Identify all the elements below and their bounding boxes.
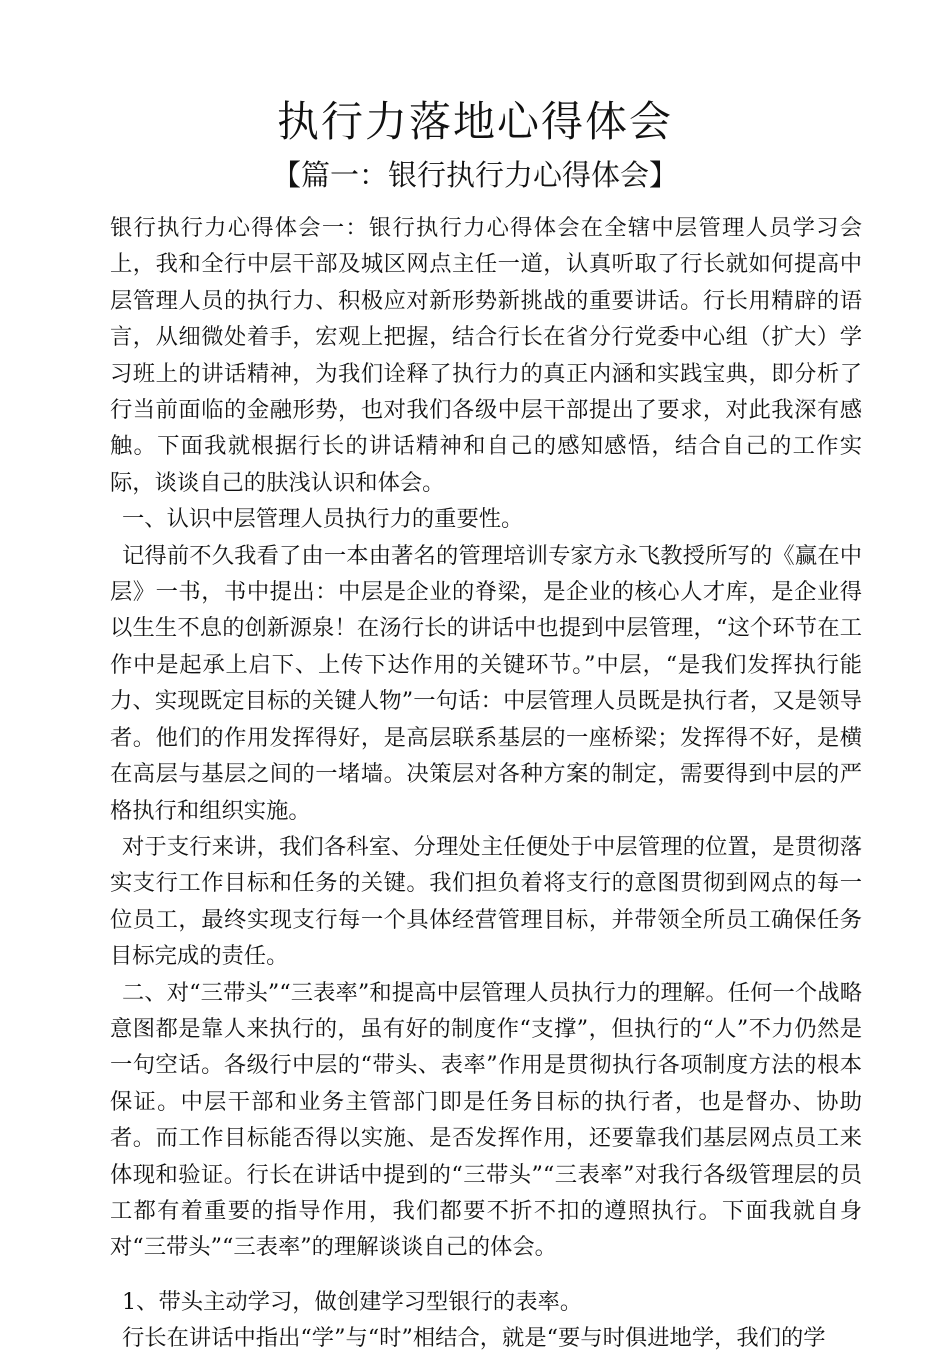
paragraph-middle-management: 记得前不久我看了由一本由著名的管理培训专家方永飞教授所写的《赢在中层》一书，书中提出：中层是企业的脊梁，是企业的核心人才库，是企业得以生生不息的创新源泉！在汤行长的讲话中也提到中层管理，“这个环节在工作中是起承上启下、上传下达作用的关键环节。”中层，“是我们发挥执行能力、实现既定目标的关键人物”一句话：中层管理人员既是执行者，又是领导者。他们的作用发挥得好，是高层联系基层的一座桥梁；发挥得不好，是横在高层与基层之间的一堵墙。决策层对各种方案的制定，需要得到中层的严格执行和组织实施。 xyxy=(110,542,862,824)
paragraph-intro: 银行执行力心得体会一：银行执行力心得体会在全辖中层管理人员学习会上，我和全行中层干部及城区网点主任一道，认真听取了行长就如何提高中层管理人员的执行力、积极应对新形势新挑战的重要讲话。行长用精辟的语言，从细微处着手，宏观上把握，结合行长在省分行党委中心组（扩大）学习班上的讲话精神，为我们诠释了执行力的真正内涵和实践宝典，即分析了行当前面临的金融形势，也对我们各级中层干部提出了要求，对此我深有感触。下面我就根据行长的讲话精神和自己的感知感悟，结合自己的工作实际，谈谈自己的肤浅认识和体会。 xyxy=(110,215,862,496)
heading-point-one: 一、认识中层管理人员执行力的重要性。 xyxy=(122,506,524,533)
section-subtitle: 【篇一：银行执行力心得体会】 xyxy=(271,158,678,192)
document-title: 执行力落地心得体会 xyxy=(276,97,673,146)
paragraph-branch-role: 对于支行来讲，我们各科室、分理处主任便处于中层管理的位置，是贯彻落实支行工作目标和任务的关键。我们担负着将支行的意图贯彻到网点的每一位员工，最终实现支行每一个具体经营管理目标，并带领全所员工确保任务目标完成的责任。 xyxy=(110,833,862,970)
heading-subpoint-one: 1、带头主动学习，做创建学习型银行的表率。 xyxy=(122,1288,583,1315)
document-body xyxy=(110,210,862,1357)
paragraph-learning: 行长在讲话中指出“学”与“时”相结合，就是“要与时俱进地学，我们的学 xyxy=(122,1325,826,1352)
paragraph-point-two: 二、对“三带头”“三表率”和提高中层管理人员执行力的理解。任何一个战略意图都是靠人来执行的，虽有好的制度作“支撑”，但执行的“人”不力仍然是一句空话。各级行中层的“带头、表率”作用是贯彻执行各项制度方法的根本保证。中层干部和业务主管部门即是任务目标的执行者，也是督办、协助者。而工作目标能否得以实施、是否发挥作用，还要靠我们基层网点员工来体现和验证。行长在讲话中提到的“三带头”“三表率”对我行各级管理层的员工都有着重要的指导作用，我们都要不折不扣的遵照执行。下面我就自身对“三带头”“三表率”的理解谈谈自己的体会。 xyxy=(110,979,862,1261)
